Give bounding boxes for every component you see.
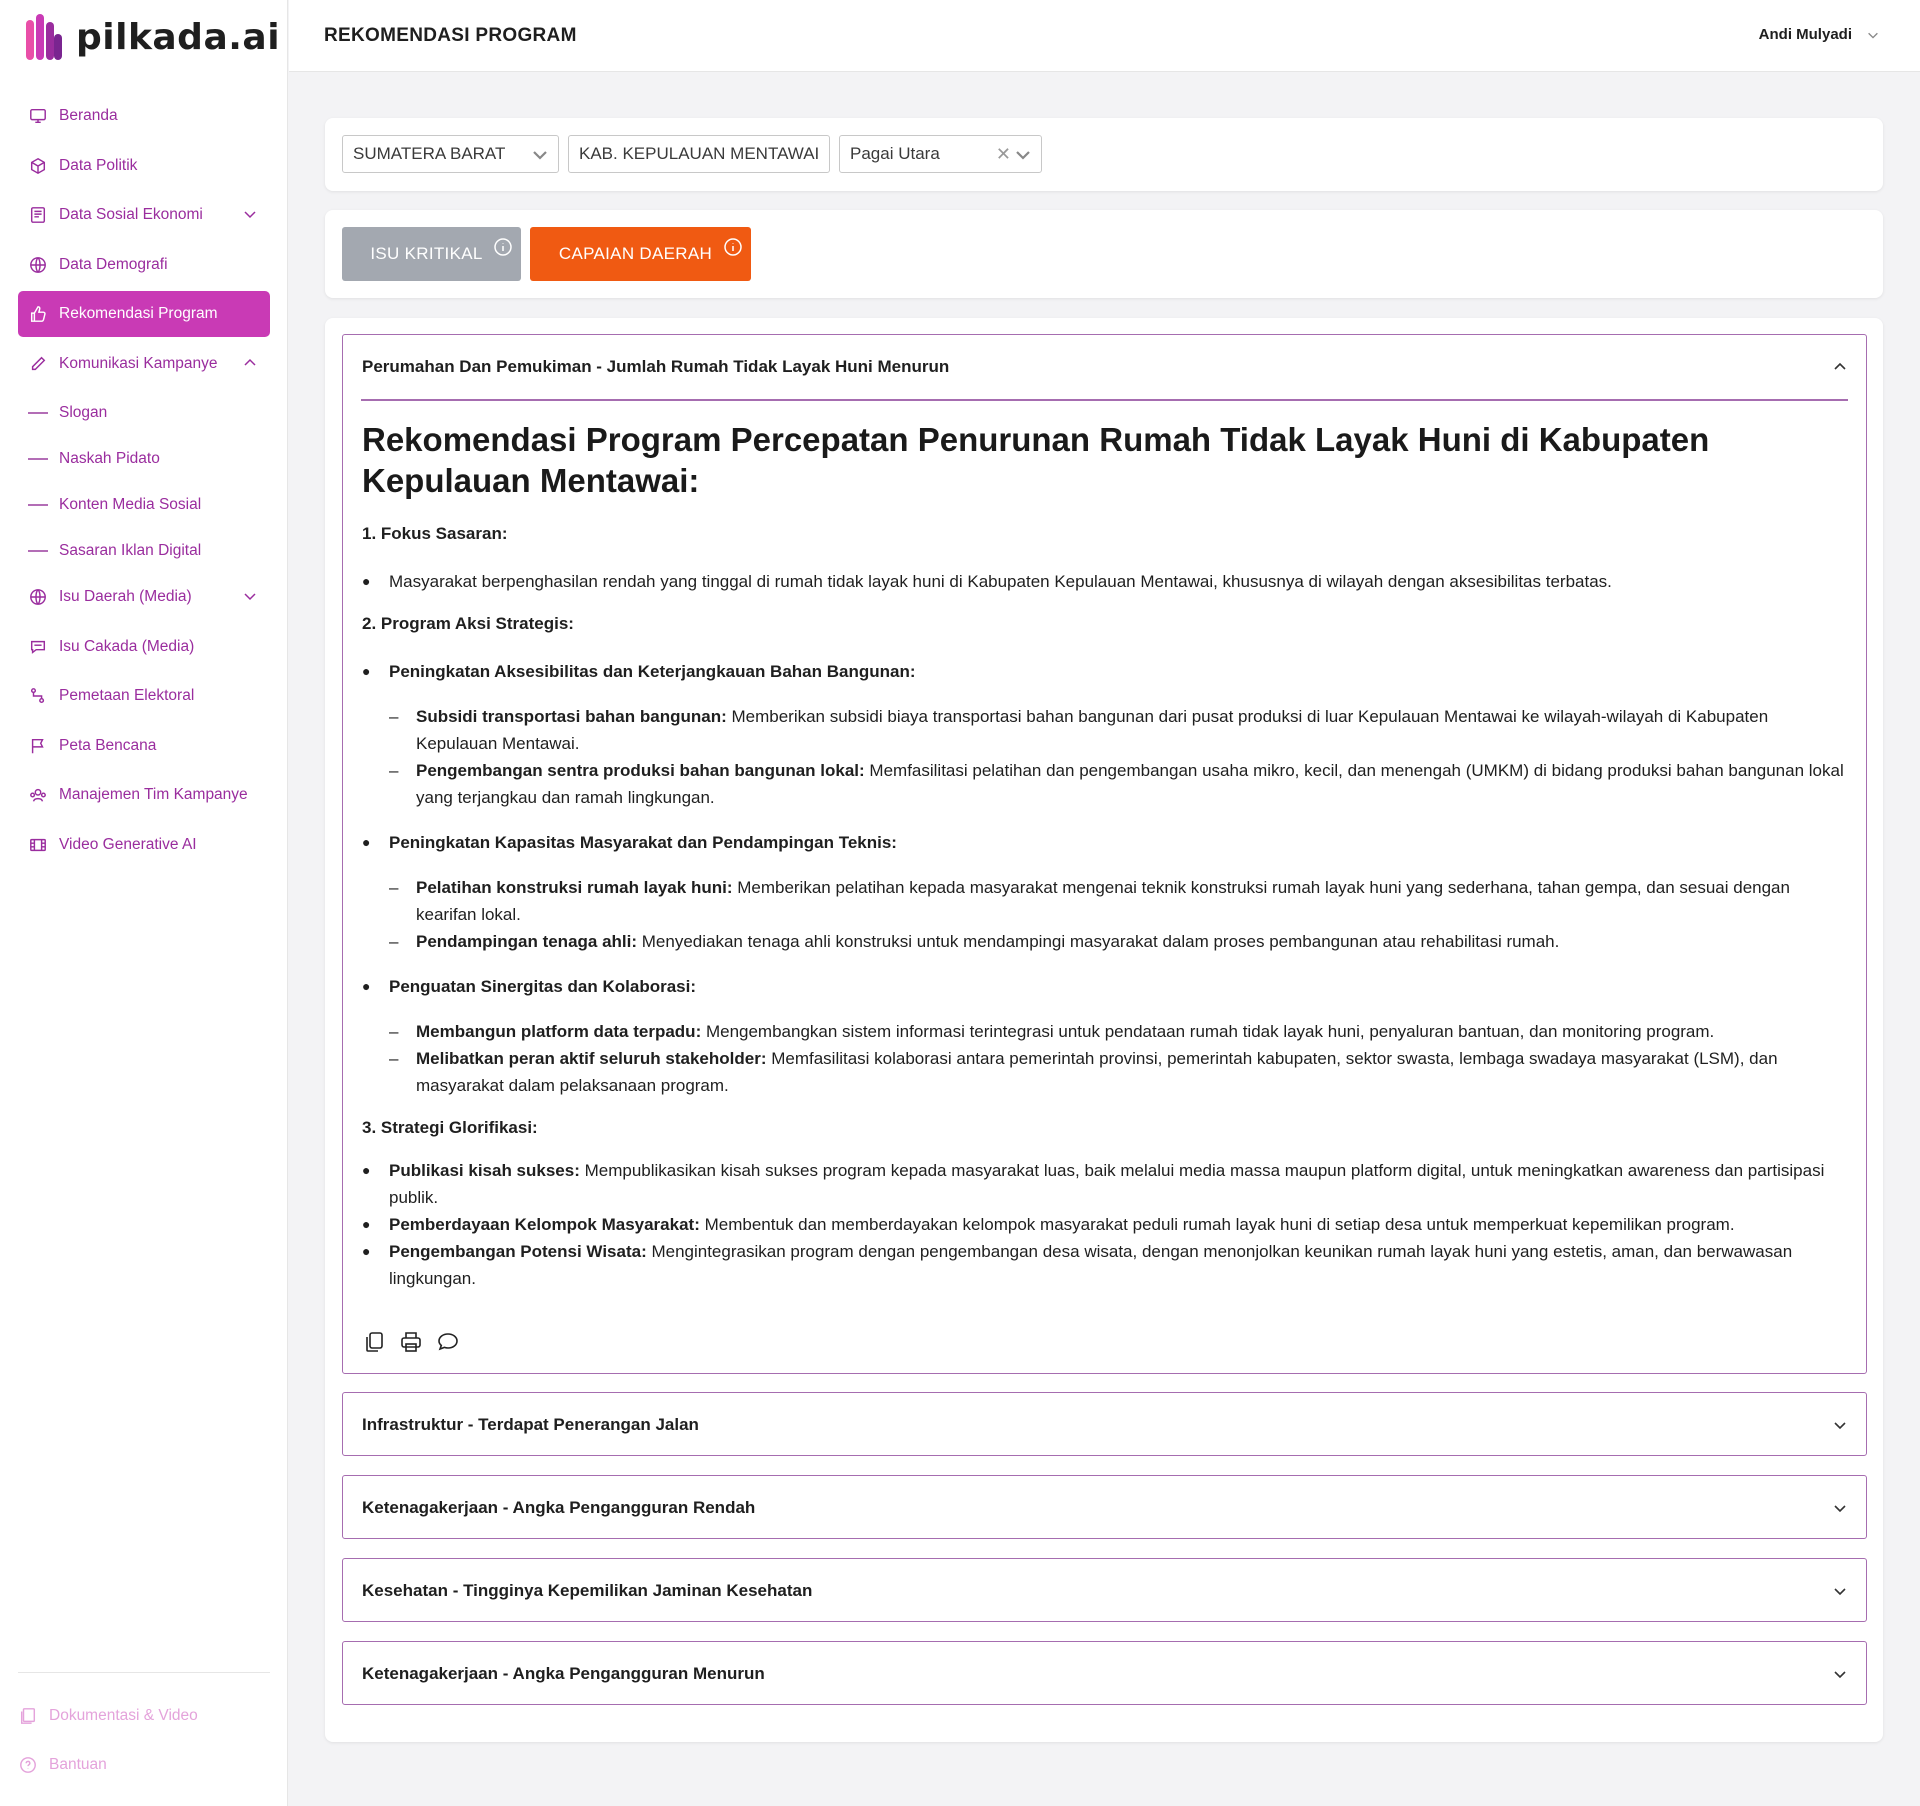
sub-list-item bbox=[362, 874, 1847, 928]
pencil-icon bbox=[28, 354, 48, 374]
section-title: 2. Program Aksi Strategis: bbox=[362, 613, 574, 633]
list-text: Penguatan Sinergitas dan Kolaborasi: bbox=[389, 976, 697, 996]
sidebar-item-label: Beranda bbox=[59, 107, 118, 124]
tab-capaian-daerah[interactable] bbox=[530, 227, 751, 281]
list-item bbox=[362, 973, 1847, 1000]
bullet-icon: ● bbox=[362, 572, 371, 589]
dash-icon: – bbox=[389, 877, 399, 897]
chat-icon bbox=[28, 637, 48, 657]
list-text: Mengintegrasikan program dengan pengembangan desa wisata, dengan menonjolkan keunikan rumah layak huni yang estetis, aman, dan berwawasan lingkungan. bbox=[389, 1241, 1793, 1288]
logo-mark-icon bbox=[26, 14, 62, 60]
docs-icon bbox=[18, 1706, 38, 1726]
sub-list-item bbox=[362, 703, 1847, 757]
sub-list-item bbox=[362, 1045, 1847, 1099]
sidebar-item-label: Video Generative AI bbox=[59, 835, 197, 853]
topbar bbox=[289, 0, 1920, 72]
route-icon bbox=[28, 686, 48, 706]
list-item bbox=[362, 658, 1847, 685]
section-title: 3. Strategi Glorifikasi: bbox=[362, 1117, 538, 1137]
logo-text: pilkada.ai bbox=[76, 16, 281, 58]
sidebar-item-data-sosial-ekonomi[interactable] bbox=[18, 192, 270, 238]
list-item bbox=[362, 1211, 1847, 1238]
accordion-header[interactable] bbox=[343, 1393, 1866, 1457]
tab-isu-kritikal[interactable] bbox=[342, 227, 521, 281]
film-icon bbox=[28, 835, 48, 855]
sidebar-subitem-label: Slogan bbox=[59, 404, 108, 421]
user-name: Andi Mulyadi bbox=[1758, 26, 1852, 43]
chevron-up-icon[interactable] bbox=[242, 355, 258, 371]
sidebar-subitem-naskah-pidato[interactable] bbox=[18, 436, 270, 482]
sidebar-item-label: Dokumentasi & Video bbox=[49, 1707, 198, 1724]
sidebar-subitem-label: Konten Media Sosial bbox=[59, 496, 202, 513]
list-text: Mempublikasikan kisah sukses program kepada masyarakat luas, baik melalui media massa maupun platform digital, untuk meningkatkan awareness dan partisipasi publik. bbox=[389, 1160, 1825, 1207]
sidebar-divider bbox=[18, 1672, 270, 1673]
list-text: Peningkatan Aksesibilitas dan Keterjangkauan Bahan Bangunan: bbox=[389, 661, 916, 681]
accordion-item[interactable] bbox=[342, 1392, 1867, 1456]
sidebar-item-bantuan[interactable] bbox=[18, 1750, 107, 1780]
regency-value: KAB. KEPULAUAN MENTAWAI bbox=[579, 144, 820, 163]
sidebar-item-manajemen-tim[interactable] bbox=[18, 772, 270, 818]
chevron-down-icon bbox=[1832, 1666, 1848, 1682]
user-menu[interactable] bbox=[1759, 26, 1880, 43]
accordion-body bbox=[343, 401, 1866, 1354]
flag-icon bbox=[28, 736, 48, 756]
sub-item-text: Menyediakan tenaga ahli konstruksi untuk mendampingi masyarakat dalam proses pembangunan atau rehabilitasi rumah. bbox=[637, 931, 1560, 951]
chevron-down-icon bbox=[530, 145, 550, 165]
list-bold: Pemberdayaan Kelompok Masyarakat: bbox=[389, 1214, 700, 1234]
sidebar-item-peta-bencana[interactable] bbox=[18, 723, 270, 769]
info-icon[interactable] bbox=[723, 237, 743, 257]
accordion-item[interactable] bbox=[342, 1475, 1867, 1539]
sidebar-item-isu-cakada[interactable] bbox=[18, 624, 270, 670]
accordion-item[interactable] bbox=[342, 1641, 1867, 1705]
sidebar-item-data-demografi[interactable] bbox=[18, 242, 270, 288]
chevron-down-icon bbox=[1832, 1500, 1848, 1516]
accordion-title: Perumahan Dan Pemukiman - Jumlah Rumah Tidak Layak Huni Menurun bbox=[362, 357, 950, 376]
sidebar-item-video-generative-ai[interactable] bbox=[18, 822, 270, 868]
sidebar-item-isu-daerah[interactable] bbox=[18, 574, 270, 620]
sub-list-item bbox=[362, 757, 1847, 811]
sidebar-item-label: Peta Bencana bbox=[59, 736, 157, 754]
dash-icon bbox=[28, 412, 48, 414]
thumbs-up-icon bbox=[28, 304, 48, 324]
district-select[interactable] bbox=[839, 135, 1042, 173]
sidebar-item-label: Rekomendasi Program bbox=[59, 305, 218, 322]
dash-icon: – bbox=[389, 760, 399, 780]
sidebar-item-label: Data Demografi bbox=[59, 255, 168, 273]
section-title: 1. Fokus Sasaran: bbox=[362, 523, 508, 543]
bullet-icon: ● bbox=[362, 662, 371, 679]
info-icon[interactable] bbox=[493, 237, 513, 257]
sidebar-item-label: Data Politik bbox=[59, 156, 138, 174]
sidebar-item-komunikasi-kampanye[interactable] bbox=[18, 341, 270, 387]
globe-icon bbox=[28, 255, 48, 275]
list-item bbox=[362, 1157, 1847, 1211]
accordion-header[interactable] bbox=[343, 1476, 1866, 1540]
sub-item-bold: Pendampingan tenaga ahli: bbox=[416, 931, 638, 951]
page-title: REKOMENDASI PROGRAM bbox=[324, 25, 577, 46]
sidebar-item-label: Bantuan bbox=[49, 1756, 107, 1773]
sidebar-subitem-label: Sasaran Iklan Digital bbox=[59, 542, 202, 559]
chevron-down-icon bbox=[1866, 28, 1880, 42]
district-value: Pagai Utara bbox=[850, 144, 940, 163]
copy-icon[interactable] bbox=[362, 1330, 386, 1354]
accordion-header[interactable] bbox=[343, 1559, 1866, 1623]
tab-label: CAPAIAN DAERAH bbox=[558, 244, 713, 263]
list-text: Peningkatan Kapasitas Masyarakat dan Pendampingan Teknis: bbox=[389, 832, 897, 852]
sidebar-item-rekomendasi-program[interactable] bbox=[18, 291, 270, 337]
list-text: Masyarakat berpenghasilan rendah yang tinggal di rumah tidak layak huni di Kabupaten Kepulauan Mentawai, khususnya di wilayah dengan aksesibilitas terbatas. bbox=[389, 571, 1612, 591]
sidebar-nav bbox=[18, 93, 270, 871]
list-bold: Pengembangan Potensi Wisata: bbox=[389, 1241, 647, 1261]
chevron-down-icon[interactable] bbox=[242, 588, 258, 604]
sidebar-item-label: Manajemen Tim Kampanye bbox=[59, 786, 248, 803]
sub-item-text: Mengembangkan sistem informasi terintegrasi untuk pendataan rumah tidak layak huni, penyaluran bantuan, dan monitoring program. bbox=[701, 1021, 1715, 1041]
bullet-icon: ● bbox=[362, 977, 371, 994]
list-item bbox=[362, 1238, 1847, 1292]
sub-item-text: Memfasilitasi pelatihan dan pengembangan usaha mikro, kecil, dan menengah (UMKM) di bidang produksi bahan bangunan lokal yang terjangkau dan ramah lingkungan. bbox=[416, 760, 1844, 807]
list-text: Membentuk dan memberdayakan kelompok masyarakat peduli rumah layak huni di setiap desa untuk memperkuat kepemilikan program. bbox=[699, 1214, 1735, 1234]
recommendation-heading: Rekomendasi Program Percepatan Penurunan Rumah Tidak Layak Huni di Kabupaten Kepulauan Mentawai: bbox=[362, 420, 1710, 499]
dash-icon: – bbox=[389, 931, 399, 951]
sub-list-item bbox=[362, 1018, 1847, 1045]
comment-icon[interactable] bbox=[436, 1330, 460, 1354]
accordion-item[interactable] bbox=[342, 1558, 1867, 1622]
accordion-title: Kesehatan - Tingginya Kepemilikan Jaminan Kesehatan bbox=[362, 1581, 813, 1600]
bullet-icon: ● bbox=[362, 833, 371, 850]
chevron-down-icon[interactable] bbox=[242, 206, 258, 222]
tab-label: ISU KRITIKAL bbox=[370, 244, 483, 263]
list-item bbox=[362, 829, 1847, 856]
filter-card bbox=[325, 118, 1883, 191]
dash-icon: – bbox=[389, 1048, 399, 1068]
sidebar bbox=[0, 0, 288, 1806]
chevron-up-icon bbox=[1832, 359, 1848, 375]
bullet-icon: ● bbox=[362, 1161, 371, 1178]
chevron-down-icon bbox=[1832, 1417, 1848, 1433]
sub-item-bold: Pengembangan sentra produksi bahan bangunan lokal: bbox=[416, 760, 865, 780]
dash-icon bbox=[28, 550, 48, 552]
province-select[interactable] bbox=[342, 135, 559, 173]
bullet-icon: ● bbox=[362, 1242, 371, 1259]
sidebar-item-label: Komunikasi Kampanye bbox=[59, 354, 218, 372]
sub-item-bold: Membangun platform data terpadu: bbox=[416, 1021, 702, 1041]
team-icon bbox=[28, 785, 48, 805]
accordion-title: Infrastruktur - Terdapat Penerangan Jalan bbox=[362, 1415, 699, 1434]
print-icon[interactable] bbox=[399, 1330, 423, 1354]
sub-item-bold: Subsidi transportasi bahan bangunan: bbox=[416, 706, 727, 726]
sub-list-item bbox=[362, 928, 1847, 955]
list-bold: Publikasi kisah sukses: bbox=[389, 1160, 580, 1180]
sidebar-item-data-politik[interactable] bbox=[18, 143, 270, 189]
accordion-header[interactable] bbox=[343, 335, 1866, 399]
sidebar-item-pemetaan-elektoral[interactable] bbox=[18, 673, 270, 719]
regency-select[interactable] bbox=[568, 135, 830, 173]
province-value: SUMATERA BARAT bbox=[353, 144, 506, 163]
cube-icon bbox=[28, 156, 48, 176]
bullet-icon: ● bbox=[362, 1215, 371, 1232]
accordion-title: Ketenagakerjaan - Angka Pengangguran Menurun bbox=[362, 1664, 765, 1683]
chevron-down-icon bbox=[1832, 1583, 1848, 1599]
globe-icon bbox=[28, 587, 48, 607]
chevron-down-icon bbox=[1013, 145, 1033, 165]
list-item bbox=[362, 568, 1847, 595]
sidebar-subitem-sasaran-iklan-digital[interactable] bbox=[18, 528, 270, 574]
clear-icon[interactable]: ✕ bbox=[995, 144, 1011, 164]
sidebar-item-label: Pemetaan Elektoral bbox=[59, 687, 195, 704]
sub-item-text: Memfasilitasi kolaborasi antara pemerintah provinsi, pemerintah kabupaten, sektor swasta, lembaga swadaya masyarakat (LSM), dan masyarakat dalam pelaksanaan program. bbox=[416, 1048, 1778, 1095]
dash-icon bbox=[28, 458, 48, 460]
sub-item-text: Memberikan pelatihan kepada masyarakat mengenai teknik konstruksi rumah layak huni yang sederhana, tahan gempa, dan sesuai dengan kearifan lokal. bbox=[416, 877, 1790, 924]
document-icon bbox=[28, 205, 48, 225]
sidebar-subitem-slogan[interactable] bbox=[18, 390, 270, 436]
sidebar-item-label: Isu Cakada (Media) bbox=[59, 637, 195, 655]
tabs-card bbox=[325, 210, 1883, 298]
action-toolbar bbox=[362, 1330, 1847, 1354]
monitor-icon bbox=[28, 106, 48, 126]
sidebar-subitem-label: Naskah Pidato bbox=[59, 450, 160, 467]
accordion-item-open bbox=[342, 334, 1867, 1374]
sidebar-item-dokumentasi[interactable] bbox=[18, 1701, 198, 1731]
sub-item-bold: Pelatihan konstruksi rumah layak huni: bbox=[416, 877, 733, 897]
help-icon bbox=[18, 1755, 38, 1775]
dash-icon bbox=[28, 504, 48, 506]
sidebar-subitem-konten-media-sosial[interactable] bbox=[18, 482, 270, 528]
content-card bbox=[325, 318, 1883, 1742]
accordion-title: Ketenagakerjaan - Angka Pengangguran Rendah bbox=[362, 1498, 756, 1517]
accordion-header[interactable] bbox=[343, 1642, 1866, 1706]
logo[interactable] bbox=[26, 14, 280, 60]
sidebar-item-label: Isu Daerah (Media) bbox=[59, 588, 192, 605]
dash-icon: – bbox=[389, 1021, 399, 1041]
dash-icon: – bbox=[389, 706, 399, 726]
sub-item-text: Memberikan subsidi biaya transportasi bahan bangunan dari pusat produksi di luar Kepulauan Mentawai ke wilayah-wilayah di Kabupaten Kepulauan Mentawai. bbox=[416, 706, 1769, 753]
sidebar-item-beranda[interactable] bbox=[18, 93, 270, 139]
sidebar-item-label: Data Sosial Ekonomi bbox=[59, 206, 203, 223]
sub-item-bold: Melibatkan peran aktif seluruh stakeholder: bbox=[416, 1048, 767, 1068]
